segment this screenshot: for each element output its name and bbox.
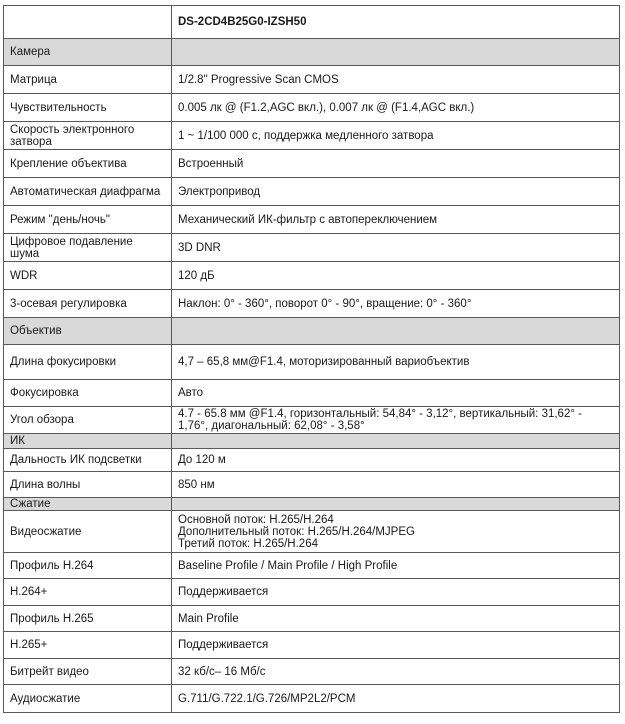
spec-row (4, 150, 620, 178)
spec-label: Фокусировка (4, 380, 172, 407)
spec-value: 1 ~ 1/100 000 с, поддержка медленного затвора (172, 122, 620, 150)
section-row (4, 39, 620, 66)
spec-value: 120 дБ (172, 262, 620, 290)
spec-row (4, 511, 620, 553)
spec-row (4, 659, 620, 685)
spec-label: Аудиосжатие (4, 685, 172, 713)
section-filler (172, 498, 620, 511)
spec-row (4, 66, 620, 94)
spec-row (4, 234, 620, 262)
spec-row (4, 178, 620, 206)
spec-value: 3D DNR (172, 234, 620, 262)
spec-row (4, 206, 620, 234)
spec-label: Чувствительность (4, 94, 172, 122)
spec-value-line: Основной поток: H.265/H.264 (178, 513, 334, 526)
spec-label: Длина фокусировки (4, 345, 172, 380)
spec-value-line: Дополнительный поток: H.265/H.264/MJPEG (178, 525, 415, 538)
section-title: Объектив (4, 318, 172, 345)
spec-value: 4,7 – 65,8 мм@F1.4, моторизированный вариобъектив (172, 345, 620, 380)
spec-value: 32 кб/с– 16 Мб/с (172, 659, 620, 685)
spec-label: Автоматическая диафрагма (4, 178, 172, 206)
section-row (4, 434, 620, 449)
model-name: DS-2CD4B25G0-IZSH50 (172, 6, 620, 39)
spec-label: 3-осевая регулировка (4, 290, 172, 318)
spec-label: Видеосжатие (4, 511, 172, 553)
spec-label: Скорость электронного затвора (4, 122, 172, 150)
spec-label: Режим "день/ночь" (4, 206, 172, 234)
spec-value: Встроенный (172, 150, 620, 178)
spec-value: Авто (172, 380, 620, 407)
spec-row (4, 407, 620, 434)
section-title: Сжатие (4, 498, 172, 511)
spec-value: Поддерживается (172, 632, 620, 659)
spec-sheet (3, 5, 620, 713)
spec-label: H.264+ (4, 579, 172, 606)
section-title: Камера (4, 39, 172, 66)
spec-value: 4.7 - 65.8 мм @F1.4, горизонтальный: 54,84° - 3,12°, вертикальный: 31,62° - 1,76°, диагональный: 62,08° - 3,58° (172, 407, 620, 434)
section-filler (172, 39, 620, 66)
spec-value: Наклон: 0° - 360°, поворот 0° - 90°, вращение: 0° - 360° (172, 290, 620, 318)
spec-row (4, 94, 620, 122)
spec-row (4, 262, 620, 290)
spec-label: WDR (4, 262, 172, 290)
spec-value: Электропривод (172, 178, 620, 206)
spec-table (3, 5, 620, 713)
section-row (4, 318, 620, 345)
section-filler (172, 434, 620, 449)
spec-value-multiline (172, 511, 620, 553)
spec-value: 0.005 лк @ (F1.2,AGC вкл.), 0.007 лк @ (F1.4,AGC вкл.) (172, 94, 620, 122)
spec-label: H.265+ (4, 632, 172, 659)
spec-label: Битрейт видео (4, 659, 172, 685)
section-row (4, 498, 620, 511)
section-title: ИК (4, 434, 172, 449)
table-header-row (4, 6, 620, 39)
spec-label: Дальность ИК подсветки (4, 449, 172, 472)
spec-value: Main Profile (172, 606, 620, 632)
spec-value: До 120 м (172, 449, 620, 472)
spec-value: Механический ИК-фильтр с автопереключением (172, 206, 620, 234)
section-filler (172, 318, 620, 345)
spec-row (4, 345, 620, 380)
spec-row (4, 290, 620, 318)
spec-label: Профиль H.265 (4, 606, 172, 632)
spec-row (4, 685, 620, 713)
header-empty-cell (4, 6, 172, 39)
spec-label: Матрица (4, 66, 172, 94)
spec-row (4, 632, 620, 659)
spec-row (4, 472, 620, 498)
spec-value: G.711/G.722.1/G.726/MP2L2/PCM (172, 685, 620, 713)
spec-row (4, 579, 620, 606)
spec-row (4, 380, 620, 407)
spec-value: 850 нм (172, 472, 620, 498)
spec-label: Профиль H.264 (4, 553, 172, 579)
spec-label: Угол обзора (4, 407, 172, 434)
spec-row (4, 122, 620, 150)
spec-value-line: Третий поток: H.265/H.264 (178, 537, 318, 550)
spec-label: Цифровое подавление шума (4, 234, 172, 262)
spec-value: 1/2.8" Progressive Scan CMOS (172, 66, 620, 94)
spec-row (4, 606, 620, 632)
spec-row (4, 553, 620, 579)
spec-row (4, 449, 620, 472)
spec-value: Поддерживается (172, 579, 620, 606)
spec-label: Длина волны (4, 472, 172, 498)
spec-value: Baseline Profile / Main Profile / High Profile (172, 553, 620, 579)
spec-label: Крепление объектива (4, 150, 172, 178)
